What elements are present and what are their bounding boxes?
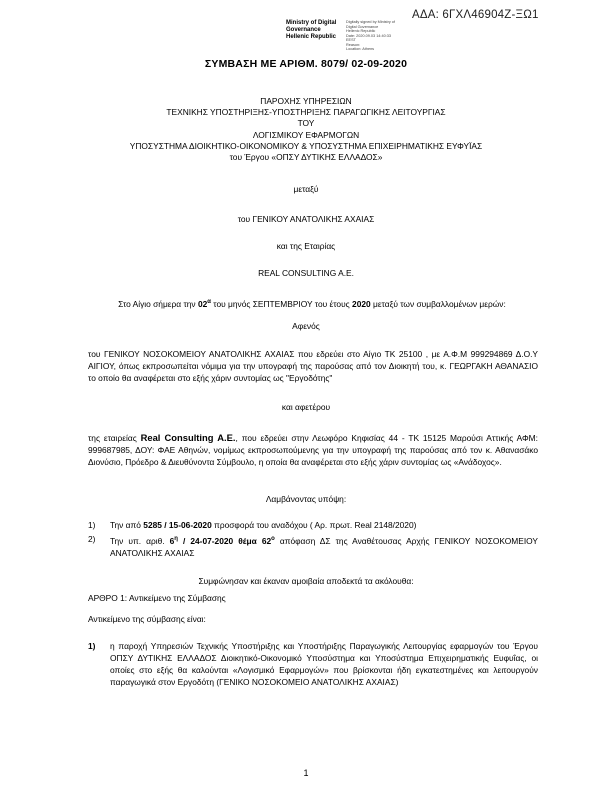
signature-line: Hellenic Republic xyxy=(346,29,376,33)
consideration-ref: 5285 / 15-06-2020 xyxy=(143,520,212,530)
intro-day-sup: α xyxy=(207,299,211,305)
ada-code: ΑΔΑ: 6ΓΧΛ46904Ζ-ΞΩ1 xyxy=(412,9,539,21)
object-text: η παροχή Υπηρεσιών Τεχνικής Υποστήριξης και Υποστήριξης Παραγωγικής Λειτουργίας εφαρμογών του Έργου ΟΠΣΥ ΔΥΤΙΚΗΣ ΕΛΛΑΔΟΣ Διοικητικό-Οικονομικό Υποσύστημα και Υποσύστημα Επιχειρηματικής Ευφυΐας, οι οποίες στο εξής θα καλούνται «Λογισμικό Εφαρμογών» που βρίσκονται ήδη εγκατεστημένες και λειτουργούν παραγωγικά στον Εργοδότη (ΓΕΝΙΚΟ ΝΟΣΟΚΟΜΕΙΟ ΑΝΑΤΟΛΙΚΗΣ ΑΧΑΙΑΣ) xyxy=(110,641,538,687)
contract-title: ΣΥΜΒΑΣΗ ΜΕ ΑΡΙΘΜ. 8079/ 02-09-2020 xyxy=(204,58,408,70)
consideration-post: απόφαση ΔΣ της Αναθέτουσας Αρχής ΓΕΝΙΚΟΥ ΝΟΣΟΚΟΜΕΙΟΥ ΑΝΑΤΟΛΙΚΗΣ ΑΧΑΙΑΣ xyxy=(110,535,538,558)
consideration-num: 1) xyxy=(88,520,96,530)
party-b-pre: της εταιρείας xyxy=(88,433,141,443)
ministry-line-2: Governance xyxy=(286,27,321,33)
agreed-text: Συμφώνησαν και έκαναν αμοιβαία αποδεκτά τα ακόλουθα: xyxy=(198,576,414,586)
consideration-num: 2) xyxy=(88,534,96,544)
intro-month: ΣΕΠΤΕΜΒΡΙΟΥ xyxy=(252,298,313,309)
consideration-post: προσφορά του αναδόχου ( Αρ. πρωτ. Real 2148/2020) xyxy=(211,520,417,530)
consideration-text xyxy=(110,533,538,559)
subject-line: του Έργου «ΟΠΣΥ ΔΥΤΙΚΗΣ ΕΛΛΑΔΟΣ» xyxy=(229,152,383,163)
party-b-post: , που εδρεύει στην Λεωφόρο Κηφισίας 44 - ΤΚ 15125 Μαρούσι Αττικής ΑΦΜ: 999687985, ΔΟΥ: ΦΑΕ Αθηνών, νομίμως εκπροσωπούμενης για την υπογραφή της παρούσας από τον κ. Αθανασάκο Διονύσιο, Πρόεδρο & Διευθύνοντα Σύμβουλο, η οποία θα αναφέρεται στο εξής χάριν συντομίας ως «Ανάδοχος». xyxy=(88,433,538,467)
signature-line: EEST xyxy=(346,38,356,42)
consideration-item xyxy=(88,519,538,531)
consideration-ref-sup: η xyxy=(174,536,178,542)
article-label: ΑΡΘΡΟ 1: xyxy=(88,593,128,603)
signature-line: Date: 2020.09.03 14:40:33 xyxy=(346,33,391,38)
intro-pre: Στο Αίγιο σήμερα την xyxy=(118,298,198,309)
object-heading: Αντικείμενο της σύμβασης είναι: xyxy=(88,614,206,624)
intro-year: 2020 xyxy=(352,298,371,309)
party-b-company: Real Consulting A.E. xyxy=(140,432,236,443)
object-num: 1) xyxy=(88,641,96,651)
intro-mid: του μηνός xyxy=(210,298,253,309)
ministry-line-3: Hellenic Republic xyxy=(286,34,337,40)
ministry-line-1: Ministry of Digital xyxy=(286,20,337,26)
ministry-logo xyxy=(286,20,342,56)
subject-line: ΥΠΟΣΥΣΤΗΜΑ ΔΙΟΙΚΗΤΙΚΟ-ΟΙΚΟΝΟΜΙΚΟΥ & ΥΠΟΣΥΣΤΗΜΑ ΕΠΙΧΕΙΡΗΜΑΤΙΚΗΣ ΕΥΦΥΪΑΣ xyxy=(129,140,483,151)
consideration-ref2-sup: ο xyxy=(271,536,275,542)
consideration-ref: 6 xyxy=(169,535,175,546)
signature-line: Location: Athens xyxy=(346,47,375,51)
subject-line: ΠΑΡΟΧΗΣ ΥΠΗΡΕΣΙΩΝ xyxy=(260,96,352,106)
signature-line: Digitally signed by Ministry of xyxy=(346,20,395,24)
page-number: 1 xyxy=(303,768,309,778)
subject-line: ΤΕΧΝΙΚΗΣ ΥΠΟΣΤΗΡΙΞΗΣ-ΥΠΟΣΤΗΡΙΞΗΣ ΠΑΡΑΓΩΓΙΚΗΣ ΛΕΙΤΟΥΡΓΙΑΣ xyxy=(166,107,446,118)
consideration-ref2: / 24-07-2020 θέμα 62 xyxy=(177,535,272,546)
party-b-heading: και αφετέρου xyxy=(281,402,331,412)
between-label: μεταξύ xyxy=(293,184,319,194)
intro-mid2: του έτους xyxy=(312,298,353,309)
intro-post: μεταξύ των συμβαλλομένων μερών: xyxy=(370,298,506,309)
consideration-pre: Την υπ. αριθ. xyxy=(110,535,170,546)
considering-heading: Λαμβάνοντας υπόψη: xyxy=(265,494,347,504)
article-title: Αντικείμενο της Σύμβασης xyxy=(128,593,226,603)
intro-day: 02 xyxy=(197,298,208,309)
party-a-heading: Αφενός xyxy=(292,321,320,331)
company-name: REAL CONSULTING A.E. xyxy=(258,268,354,278)
consideration-item xyxy=(88,533,538,559)
and-company-label: και της Εταιρίας xyxy=(276,241,336,251)
signature-line: Reason: xyxy=(346,42,361,47)
party-b-text xyxy=(88,432,538,468)
intro-paragraph xyxy=(72,296,552,310)
party-a-text: του ΓΕΝΙΚΟΥ ΝΟΣΟΚΟΜΕΙΟΥ ΑΝΑΤΟΛΙΚΗΣ ΑΧΑΙΑΣ που εδρεύει στο Αίγιο ΤΚ 25100 , με Α.Φ.Μ 999294869 Δ.Ο.Υ ΑΙΓΙΟΥ, όπως εκπροσωπείται νόμιμα για την υπογραφή της παρούσας από τον Διοικητή του, κ. ΓΕΩΡΓΑΚΗ ΑΘΑΝΑΣΙΟ το οποίο θα αναφέρεται στο εξής χάριν συντομίας ως "Εργοδότης" xyxy=(88,349,538,383)
digital-signature-block xyxy=(346,20,408,52)
object-item xyxy=(88,640,538,688)
hospital-name: του ΓΕΝΙΚΟΥ ΑΝΑΤΟΛΙΚΗΣ ΑΧΑΙΑΣ xyxy=(237,214,375,224)
signature-line: Digital Governance xyxy=(346,24,379,29)
subject-block xyxy=(0,96,612,163)
subject-line: ΛΟΓΙΣΜΙΚΟΥ ΕΦΑΡΜΟΓΩΝ xyxy=(252,129,360,140)
consideration-pre: Την από xyxy=(110,520,144,530)
article-1-heading xyxy=(88,592,538,604)
consideration-text xyxy=(110,519,538,531)
subject-line: ΤΟΥ xyxy=(297,118,315,129)
